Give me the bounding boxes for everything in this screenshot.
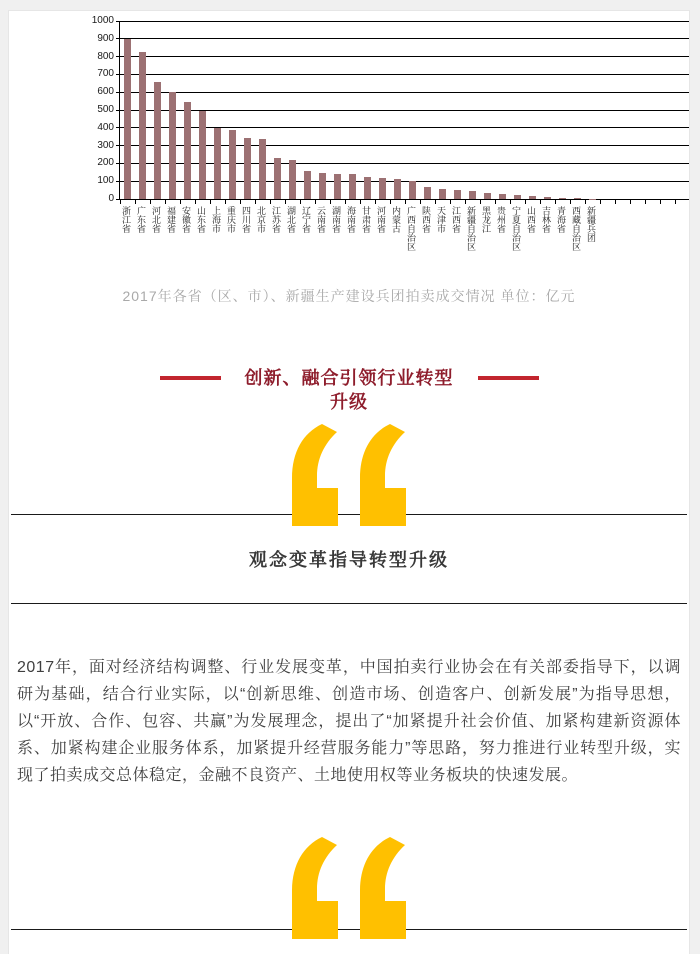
section-heading	[9, 366, 689, 414]
y-tick-label: 700	[97, 68, 114, 80]
x-category-label: 宁夏自治区	[511, 206, 521, 251]
bar	[574, 198, 581, 199]
x-category-label: 江西省	[451, 206, 461, 233]
x-category-label: 福建省	[166, 206, 176, 233]
x-category-label: 山西省	[526, 206, 536, 233]
y-axis-tick	[116, 21, 120, 22]
y-tick-label: 400	[97, 121, 114, 133]
gridline	[120, 21, 690, 22]
gridline	[120, 38, 690, 39]
bar	[229, 130, 236, 199]
gridline	[120, 92, 690, 93]
y-axis-tick	[116, 145, 120, 146]
y-axis-tick	[116, 74, 120, 75]
y-tick-label: 600	[97, 86, 114, 98]
bar	[559, 198, 566, 199]
plot-area	[91, 15, 690, 204]
y-tick-label: 0	[108, 193, 114, 204]
bar	[214, 128, 221, 199]
bar	[259, 139, 266, 199]
x-axis-labels	[119, 206, 689, 276]
bar	[379, 178, 386, 199]
x-category-label: 山东省	[196, 206, 206, 233]
x-category-label: 海南省	[346, 206, 356, 233]
y-axis-tick	[116, 56, 120, 57]
bar	[439, 189, 446, 199]
x-category-label: 安徽省	[181, 206, 191, 233]
x-category-label: 重庆市	[226, 206, 236, 233]
y-tick-label: 900	[97, 32, 114, 44]
page-card	[8, 10, 690, 954]
bar	[424, 187, 431, 199]
opening-quote-icon	[292, 424, 406, 526]
y-axis-tick	[116, 181, 120, 182]
gridline	[120, 56, 690, 57]
opening-quote-icon	[292, 837, 406, 939]
x-category-label: 贵州省	[496, 206, 506, 233]
bar	[289, 160, 296, 199]
y-tick-label: 1000	[91, 15, 114, 26]
y-axis-tick	[116, 163, 120, 164]
bar	[394, 179, 401, 199]
bar	[409, 181, 416, 199]
x-category-label: 吉林省	[541, 206, 551, 233]
y-axis-tick	[116, 38, 120, 39]
x-category-label: 上海市	[211, 206, 221, 233]
quote-block-1	[9, 424, 689, 536]
x-category-label: 江苏省	[271, 206, 281, 233]
article-paragraph: 2017年，面对经济结构调整、行业发展变革，中国拍卖行业协会在有关部委指导下，以调研为基础，结合行业实际，以“创新思维、创造市场、创造客户、创新发展”为指导思想，以“开放、合作、包容、共赢”为发展理念，提出了“加紧提升社会价值、加紧构建新资源体系、加紧构建企业服务体系，加紧提升经营服务能力”等思路，努力推进行业转型升级，实现了拍卖成交总体稳定，金融不良资产、土地使用权等业务板块的快速发展。	[17, 659, 681, 784]
bar	[319, 173, 326, 199]
x-category-label: 陕西省	[421, 206, 431, 233]
gridline	[120, 74, 690, 75]
bar	[349, 174, 356, 199]
y-axis-tick	[116, 92, 120, 93]
x-category-label: 北京市	[256, 206, 266, 233]
x-category-label: 云南省	[316, 206, 326, 233]
bar	[484, 193, 491, 199]
section-title: 创新、融合引领行业转型升级	[244, 368, 454, 412]
bar	[304, 171, 311, 199]
x-category-label: 四川省	[241, 206, 251, 233]
y-axis-tick	[116, 110, 120, 111]
accent-line-right	[478, 376, 539, 380]
y-axis-tick	[116, 199, 120, 200]
x-category-label: 河北省	[151, 206, 161, 233]
x-category-label: 新疆兵团	[586, 206, 596, 242]
bar	[244, 138, 251, 199]
bar	[334, 174, 341, 199]
bar	[199, 111, 206, 199]
bar	[454, 190, 461, 199]
x-category-label: 广西自治区	[406, 206, 416, 251]
chart-caption: 2017年各省（区、市）、新疆生产建设兵团拍卖成交情况 单位：亿元	[122, 288, 576, 304]
bar	[154, 82, 161, 199]
bar	[469, 191, 476, 199]
x-category-label: 黑龙江	[481, 206, 491, 233]
bar	[184, 102, 191, 199]
bar	[529, 196, 536, 199]
bar	[514, 195, 521, 199]
y-tick-label: 200	[97, 157, 114, 169]
divider	[11, 603, 687, 604]
x-category-label: 内蒙古	[391, 206, 401, 233]
x-category-label: 青海省	[556, 206, 566, 233]
x-category-label: 甘肃省	[361, 206, 371, 233]
x-category-label: 辽宁省	[301, 206, 311, 233]
bar	[499, 194, 506, 199]
x-category-label: 西藏自治区	[571, 206, 581, 251]
x-category-label: 天津市	[436, 206, 446, 233]
y-tick-label: 500	[97, 104, 114, 115]
bar	[124, 39, 131, 199]
y-tick-label: 300	[97, 139, 114, 151]
x-axis-ticks	[120, 200, 690, 204]
y-tick-label: 800	[97, 50, 114, 62]
bar	[364, 177, 371, 199]
bar-chart	[89, 11, 689, 276]
x-category-label: 浙江省	[121, 206, 131, 233]
x-category-label: 新疆自治区	[466, 206, 476, 251]
bar	[169, 92, 176, 199]
y-tick-label: 100	[97, 175, 114, 187]
bar	[544, 197, 551, 199]
subsection-title: 观念变革指导转型升级	[249, 550, 449, 570]
x-category-label: 湖南省	[331, 206, 341, 233]
x-category-label: 河南省	[376, 206, 386, 233]
y-axis-tick	[116, 127, 120, 128]
quote-block-2	[9, 837, 689, 951]
x-category-label: 广东省	[136, 206, 146, 233]
accent-line-left	[160, 376, 221, 380]
bar	[139, 52, 146, 199]
bar	[274, 158, 281, 199]
x-category-label: 湖北省	[286, 206, 296, 233]
